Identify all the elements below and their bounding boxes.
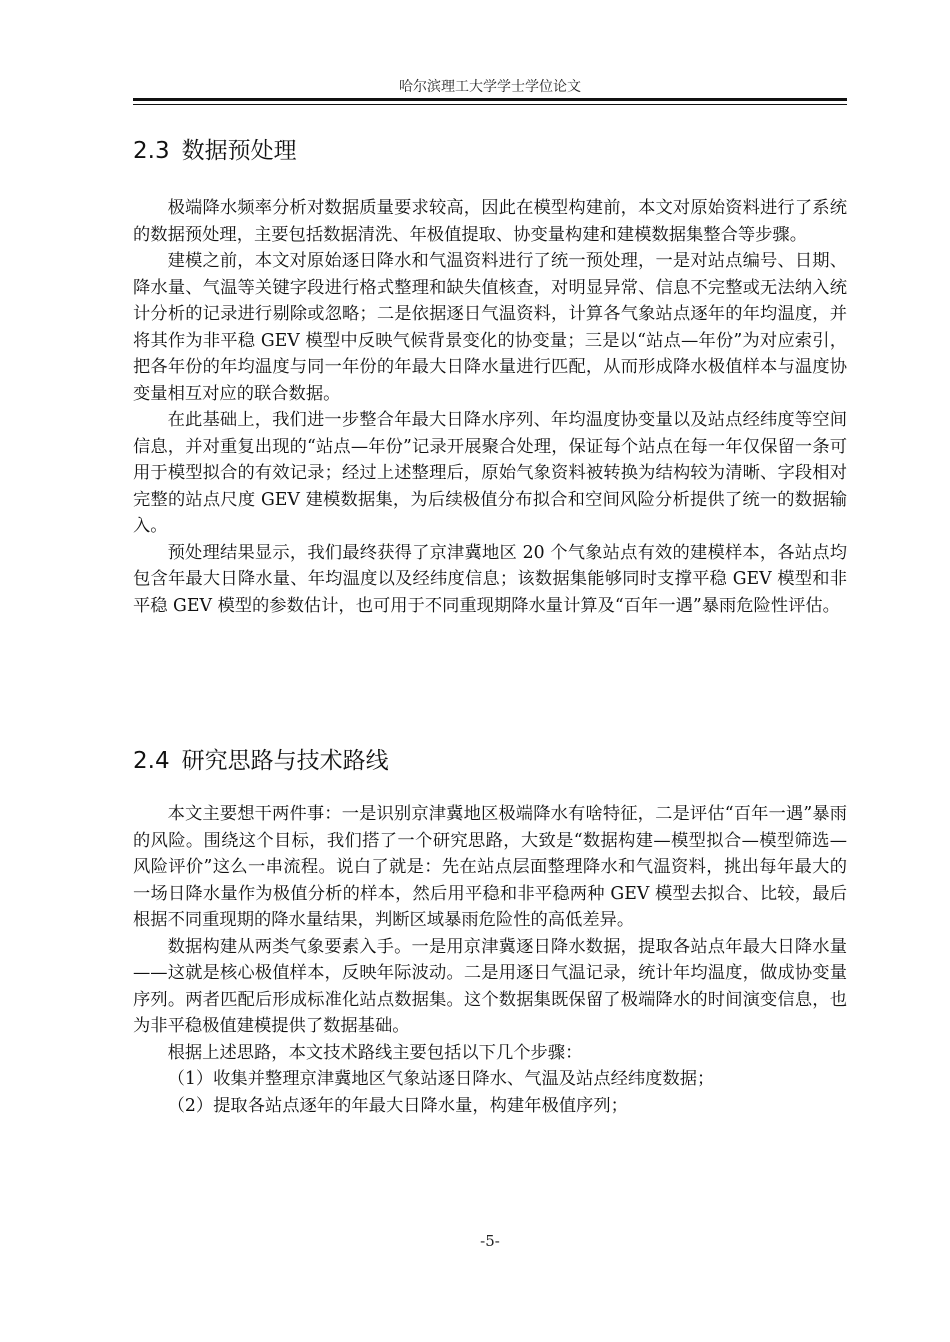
section-title: 研究思路与技术路线 [181, 748, 389, 774]
running-header: 哈尔滨理工大学学士学位论文 [399, 79, 581, 95]
section-heading-2-3 [133, 132, 847, 165]
section-body-2-4 [133, 801, 847, 1119]
paragraph: 极端降水频率分析对数据质量要求较高，因此在模型构建前，本文对原始资料进行了系统的数据预处理，主要包括数据清洗、年极值提取、协变量构建和建模数据集整合等步骤。 [133, 198, 847, 245]
list-item: （1）收集并整理京津冀地区气象站逐日降水、气温及站点经纬度数据； [167, 1069, 715, 1089]
paragraph: 建模之前，本文对原始逐日降水和气温资料进行了统一预处理，一是对站点编号、日期、降水量、气温等关键字段进行格式整理和缺失值核查，对明显异常、信息不完整或无法纳入统计分析的记录进行剔除或忽略；二是依据逐日气温资料，计算各气象站点逐年的年均温度，并将其作为非平稳 GEV 模型中反映气候背景变化的协变量；三是以“站点—年份”为对应索引，把各年份的年均温度与同一年份的年最大日降水量进行匹配，从而形成降水极值样本与温度协变量相互对应的联合数据。 [133, 251, 847, 404]
section-title: 数据预处理 [181, 138, 297, 164]
list-item: （2）提取各站点逐年的年最大日降水量，构建年极值序列； [167, 1095, 628, 1116]
header-rule-thick [133, 98, 847, 101]
paragraph: 预处理结果显示，我们最终获得了京津冀地区 20 个气象站点有效的建模样本，各站点均包含年最大日降水量、年均温度以及经纬度信息；该数据集能够同时支撑平稳 GEV 模型和非平稳 GEV 模型的参数估计，也可用于不同重现期降水量计算及“百年一遇”暴雨危险性评估。 [133, 542, 847, 616]
section-heading-2-4 [133, 742, 847, 775]
page-number: -5- [480, 1232, 500, 1250]
paragraph: 本文主要想干两件事：一是识别京津冀地区极端降水有啥特征，二是评估“百年一遇”暴雨的风险。围绕这个目标，我们搭了一个研究思路，大致是“数据构建—模型拟合—模型筛选—风险评价”这么一串流程。说白了就是：先在站点层面整理降水和气温资料，挑出每年最大的一场日降水量作为极值分析的样本，然后用平稳和非平稳两种 GEV 模型去拟合、比较，最后根据不同重现期的降水量结果，判断区域暴雨危险性的高低差异。 [133, 804, 847, 930]
section-body-2-3 [133, 195, 847, 619]
paragraph: 根据上述思路，本文技术路线主要包括以下几个步骤： [167, 1042, 583, 1063]
header-rule-thin [133, 104, 847, 105]
paragraph: 数据构建从两类气象要素入手。一是用京津冀逐日降水数据，提取各站点年最大日降水量——这就是核心极值样本，反映年际波动。二是用逐日气温记录，统计年均温度，做成协变量序列。两者匹配后形成标准化站点数据集。这个数据集既保留了极端降水的时间演变信息，也为非平稳极值建模提供了数据基础。 [133, 936, 847, 1036]
section-number: 2.4 [133, 748, 170, 774]
section-number: 2.3 [133, 138, 170, 164]
paragraph: 在此基础上，我们进一步整合年最大日降水序列、年均温度协变量以及站点经纬度等空间信息，并对重复出现的“站点—年份”记录开展聚合处理，保证每个站点在每一年仅保留一条可用于模型拟合的有效记录；经过上述整理后，原始气象资料被转换为结构较为清晰、字段相对完整的站点尺度 GEV 建模数据集，为后续极值分布拟合和空间风险分析提供了统一的数据输入。 [133, 410, 847, 536]
